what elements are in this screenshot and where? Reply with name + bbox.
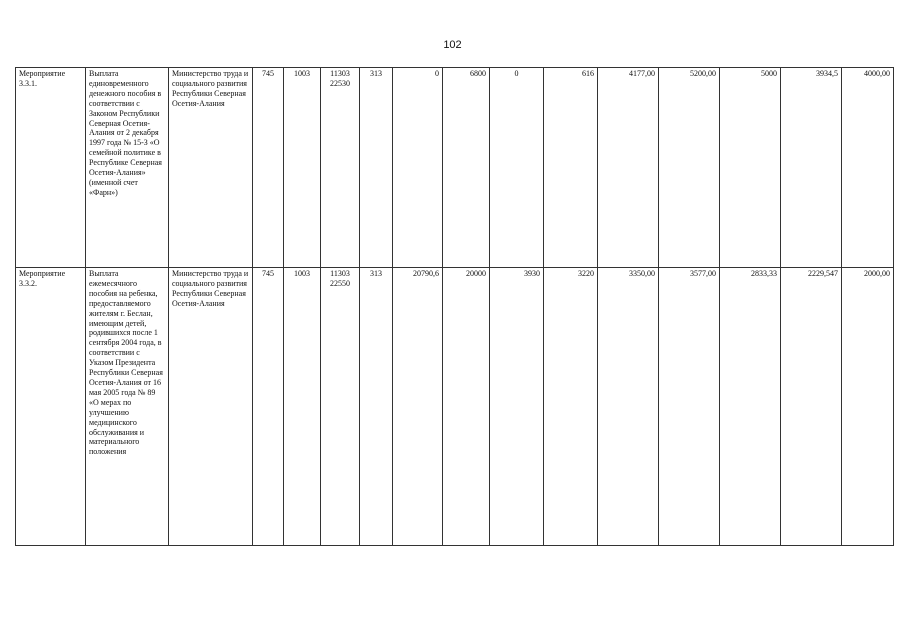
budget-table xyxy=(15,67,894,546)
code-cell: 313 xyxy=(360,68,393,268)
value-cell: 2229,547 xyxy=(781,268,842,546)
code-cell: 1003 xyxy=(284,268,321,546)
value-cell: 0 xyxy=(393,68,443,268)
value-cell: 3934,5 xyxy=(781,68,842,268)
value-cell: 3350,00 xyxy=(598,268,659,546)
page-number: 102 xyxy=(443,39,462,51)
code-cell: 745 xyxy=(253,68,284,268)
code-cell: 745 xyxy=(253,268,284,546)
table-row xyxy=(16,268,894,546)
value-cell: 3220 xyxy=(544,268,598,546)
value-cell: 2833,33 xyxy=(720,268,781,546)
value-cell: 5000 xyxy=(720,68,781,268)
value-cell: 616 xyxy=(544,68,598,268)
value-cell: 3577,00 xyxy=(659,268,720,546)
value-cell: 2000,00 xyxy=(842,268,894,546)
value-cell: 4177,00 xyxy=(598,68,659,268)
code-cell: 11303 22530 xyxy=(321,68,360,268)
value-cell: 20000 xyxy=(443,268,490,546)
event-name-cell: Мероприятие 3.3.2. xyxy=(16,268,86,546)
code-cell: 1003 xyxy=(284,68,321,268)
value-cell: 4000,00 xyxy=(842,68,894,268)
event-name-cell: Мероприятие 3.3.1. xyxy=(16,68,86,268)
executor-cell: Министерство труда и социального развития Республики Северная Осетия-Алания xyxy=(169,268,253,546)
value-cell: 5200,00 xyxy=(659,68,720,268)
event-description-cell: Выплата ежемесячного пособия на ребенка, предоставляемого жителям г. Беслан, имеющим детей, родившихся после 1 сентября 2004 года, в соответствии с Указом Президента Республики Северная Осетия-Алания от 16 мая 2005 года № 89 «О мерах по улучшению медицинского обслуживания и материального положения xyxy=(86,268,169,546)
event-description-cell: Выплата единовременного денежного пособия в соответствии с Законом Республики Северная Осетия-Алания от 2 декабря 1997 года № 15-З «О семейной политике в Республике Северная Осетия-Алания» (именной счет «Фарн») xyxy=(86,68,169,268)
value-cell: 6800 xyxy=(443,68,490,268)
table-row xyxy=(16,68,894,268)
code-cell: 313 xyxy=(360,268,393,546)
value-cell: 3930 xyxy=(490,268,544,546)
value-cell: 20790,6 xyxy=(393,268,443,546)
executor-cell: Министерство труда и социального развития Республики Северная Осетия-Алания xyxy=(169,68,253,268)
value-cell: 0 xyxy=(490,68,544,268)
code-cell: 11303 22550 xyxy=(321,268,360,546)
